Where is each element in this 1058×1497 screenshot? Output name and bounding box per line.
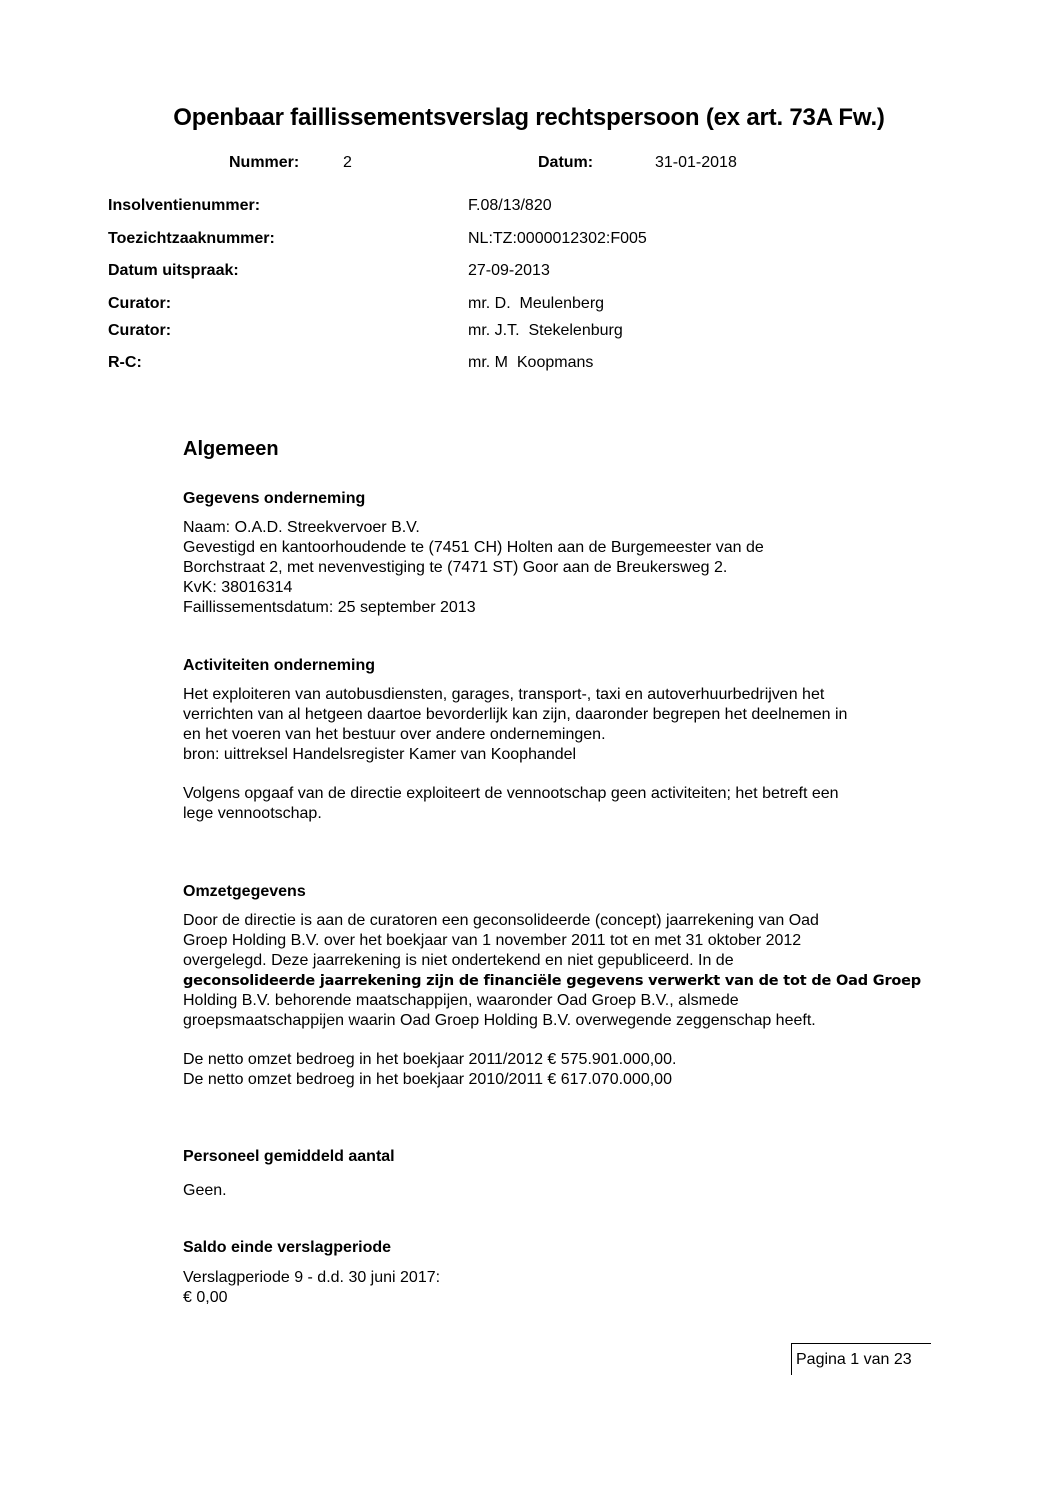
page-number-box bbox=[791, 1343, 931, 1375]
info-value: mr. J.T. Stekelenburg bbox=[468, 322, 623, 339]
omzet-text bbox=[183, 911, 943, 1031]
personeel-heading: Personeel gemiddeld aantal bbox=[183, 1148, 395, 1165]
gegevens-text bbox=[183, 518, 943, 618]
info-value: mr. D. Meulenberg bbox=[468, 295, 605, 312]
info-label: Insolventienummer: bbox=[108, 197, 261, 214]
nummer-label: Nummer: bbox=[229, 154, 300, 171]
rc-row bbox=[108, 354, 948, 376]
datum-uitspraak-row bbox=[108, 262, 948, 284]
text-line: Groep Holding B.V. over het boekjaar van 1 november 2011 tot en met 31 oktober 2012 bbox=[183, 932, 802, 949]
personeel-text bbox=[183, 1181, 943, 1201]
nummer-value: 2 bbox=[343, 154, 352, 171]
datum-label: Datum: bbox=[538, 154, 594, 171]
info-label: Curator: bbox=[108, 322, 172, 339]
saldo-heading: Saldo einde verslagperiode bbox=[183, 1239, 392, 1256]
text-line: Gevestigd en kantoorhoudende te (7451 CH) Holten aan de Burgemeester van de bbox=[183, 539, 764, 556]
saldo-text bbox=[183, 1268, 943, 1308]
info-value: 27-09-2013 bbox=[468, 262, 550, 279]
text-line: Verslagperiode 9 - d.d. 30 juni 2017: bbox=[183, 1269, 441, 1286]
text-line: verrichten van al hetgeen daartoe bevorderlijk kan zijn, daaronder begrepen het deelnemen in bbox=[183, 706, 848, 723]
text-line: Door de directie is aan de curatoren een geconsolideerde (concept) jaarrekening van Oad bbox=[183, 912, 819, 929]
text-line: groepsmaatschappijen waarin Oad Groep Holding B.V. overwegende zeggenschap heeft. bbox=[183, 1012, 816, 1029]
document-title: Openbaar faillissementsverslag rechtspersoon (ex art. 73A Fw.) bbox=[173, 104, 885, 131]
gegevens-heading: Gegevens onderneming bbox=[183, 490, 366, 507]
omzet-text-2 bbox=[183, 1050, 943, 1090]
section-title: Algemeen bbox=[183, 438, 279, 460]
text-line: lege vennootschap. bbox=[183, 805, 322, 822]
activiteiten-heading: Activiteiten onderneming bbox=[183, 657, 376, 674]
text-line: Het exploiteren van autobusdiensten, garages, transport-, taxi en autoverhuurbedrijven het bbox=[183, 686, 825, 703]
text-line: De netto omzet bedroeg in het boekjaar 2010/2011 € 617.070.000,00 bbox=[183, 1071, 672, 1088]
curator-row bbox=[108, 295, 948, 317]
activiteiten-text bbox=[183, 685, 943, 765]
text-line: en het voeren van het bestuur over andere ondernemingen. bbox=[183, 726, 606, 743]
text-line: bron: uittreksel Handelsregister Kamer van Koophandel bbox=[183, 746, 577, 763]
datum-value: 31-01-2018 bbox=[655, 154, 737, 171]
text-line: Faillissementsdatum: 25 september 2013 bbox=[183, 599, 476, 616]
text-line: De netto omzet bedroeg in het boekjaar 2011/2012 € 575.901.000,00. bbox=[183, 1051, 677, 1068]
info-value: NL:TZ:0000012302:F005 bbox=[468, 230, 647, 247]
info-label: R-C: bbox=[108, 354, 142, 371]
text-line: KvK: 38016314 bbox=[183, 579, 293, 596]
curator-row bbox=[108, 322, 948, 344]
info-label: Toezichtzaaknummer: bbox=[108, 230, 275, 247]
text-line: Holding B.V. behorende maatschappijen, waaronder Oad Groep B.V., alsmede bbox=[183, 992, 739, 1009]
insolventienummer-row bbox=[108, 197, 948, 219]
text-line: Geen. bbox=[183, 1182, 227, 1199]
text-line: Borchstraat 2, met nevenvestiging te (7471 ST) Goor aan de Breukersweg 2. bbox=[183, 559, 728, 576]
text-line: Naam: O.A.D. Streekvervoer B.V. bbox=[183, 519, 420, 536]
omzet-heading: Omzetgegevens bbox=[183, 883, 306, 900]
text-line: geconsolideerde jaarrekening zijn de financiële gegevens verwerkt van de tot de Oad Groep bbox=[183, 973, 921, 989]
text-line: € 0,00 bbox=[183, 1289, 228, 1306]
text-line: overgelegd. Deze jaarrekening is niet ondertekend en niet gepubliceerd. In de bbox=[183, 952, 734, 969]
info-label: Datum uitspraak: bbox=[108, 262, 239, 279]
toezichtzaaknummer-row bbox=[108, 230, 948, 252]
activiteiten-text-2 bbox=[183, 784, 943, 824]
text-line: Volgens opgaaf van de directie exploiteert de vennootschap geen activiteiten; het betreft een bbox=[183, 785, 839, 802]
info-value: F.08/13/820 bbox=[468, 197, 552, 214]
info-value: mr. M Koopmans bbox=[468, 354, 594, 371]
page-number: Pagina 1 van 23 bbox=[796, 1351, 912, 1368]
info-label: Curator: bbox=[108, 295, 172, 312]
